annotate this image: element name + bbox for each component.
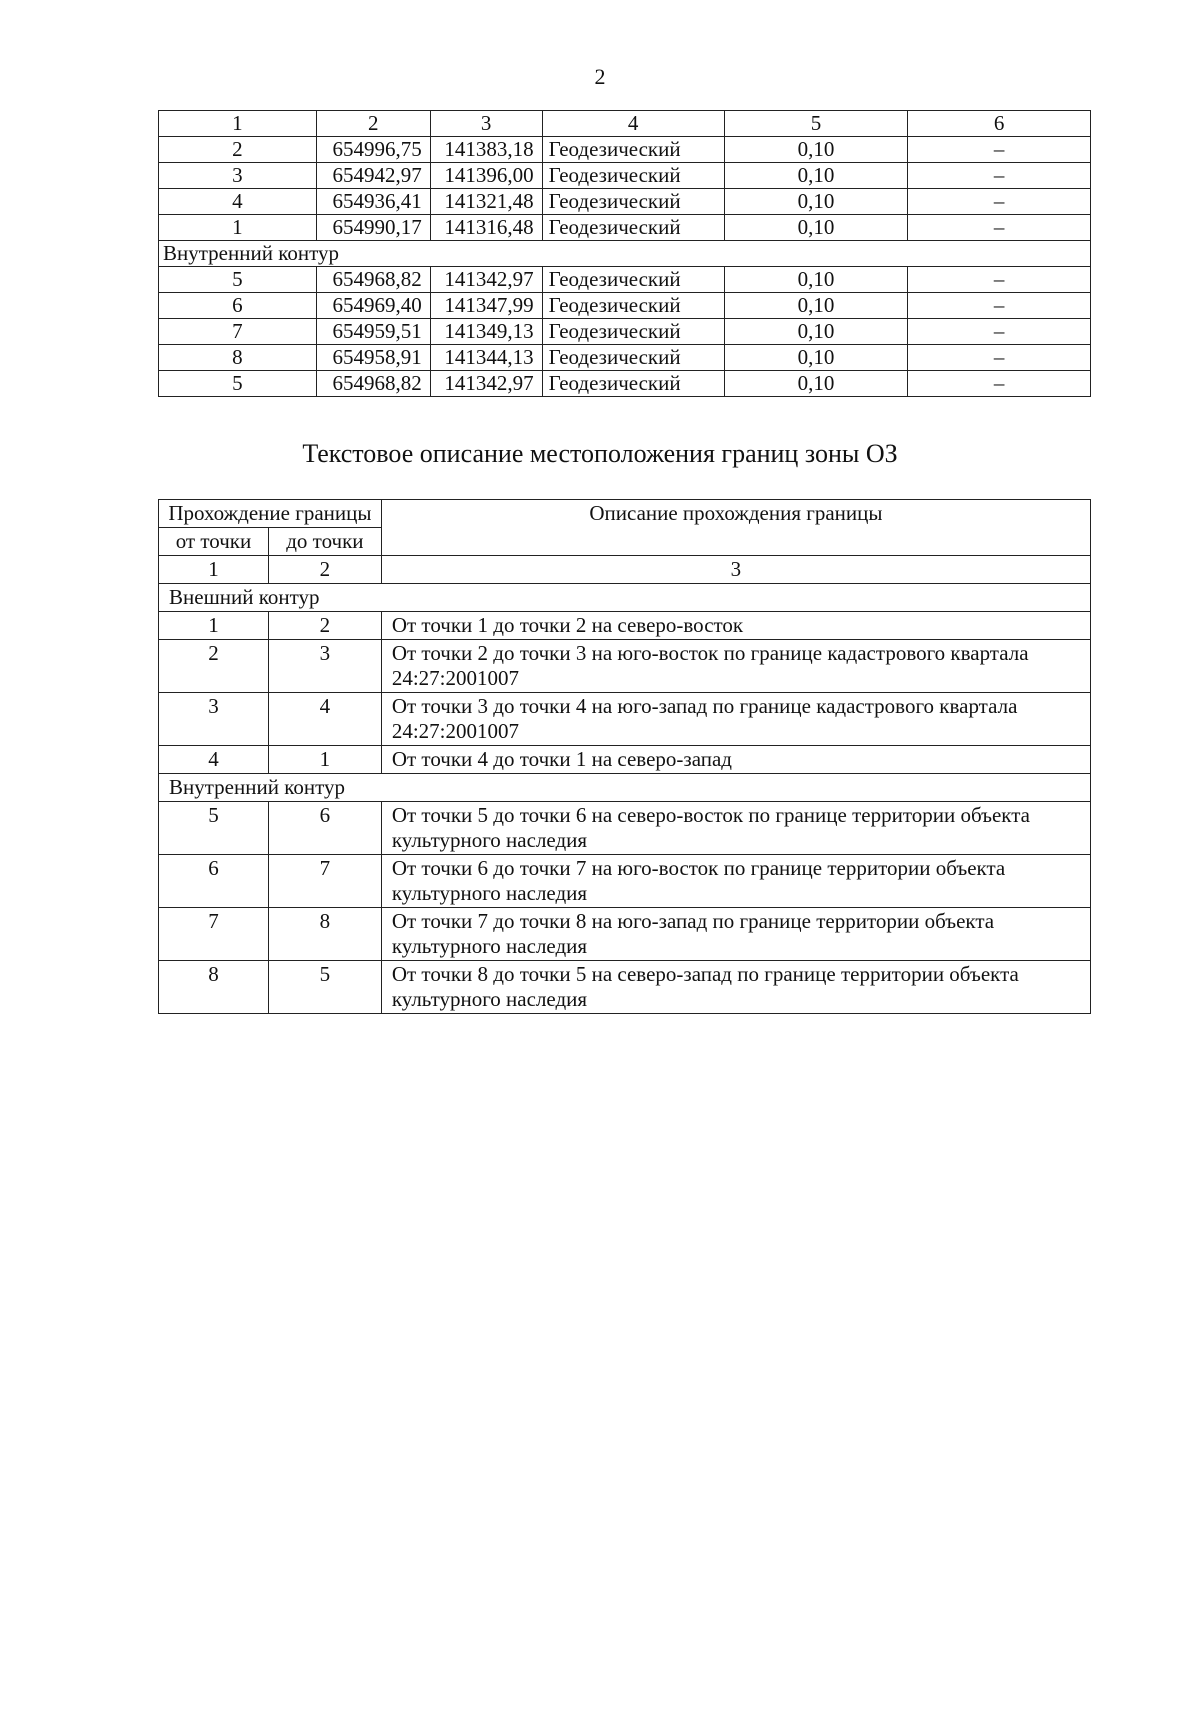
accuracy: 0,10 bbox=[724, 137, 908, 163]
coordinate-y: 141396,00 bbox=[430, 163, 542, 189]
from-point: 2 bbox=[159, 640, 269, 693]
header-from: от точки bbox=[159, 528, 269, 556]
header-description: Описание прохождения границы bbox=[381, 500, 1090, 556]
contour-label: Внешний контур bbox=[159, 584, 1091, 612]
description: – bbox=[908, 163, 1091, 189]
point-number: 5 bbox=[159, 267, 317, 293]
coordinate-x: 654942,97 bbox=[316, 163, 430, 189]
coordinate-x: 654969,40 bbox=[316, 293, 430, 319]
from-point: 8 bbox=[159, 961, 269, 1014]
segment-description: От точки 8 до точки 5 на северо-запад по границе территории объекта культурного наследия bbox=[381, 961, 1090, 1014]
point-number: 6 bbox=[159, 293, 317, 319]
point-number: 5 bbox=[159, 371, 317, 397]
coordinate-x: 654990,17 bbox=[316, 215, 430, 241]
column-number: 2 bbox=[316, 111, 430, 137]
segment-row bbox=[159, 855, 1091, 908]
column-number: 5 bbox=[724, 111, 908, 137]
coordinate-x: 654959,51 bbox=[316, 319, 430, 345]
coordinate-y: 141321,48 bbox=[430, 189, 542, 215]
description: – bbox=[908, 345, 1091, 371]
method: Геодезический bbox=[542, 293, 724, 319]
segment-description: От точки 2 до точки 3 на юго-восток по границе кадастрового квартала 24:27:2001007 bbox=[381, 640, 1090, 693]
coordinate-x: 654996,75 bbox=[316, 137, 430, 163]
header-passage: Прохождение границы bbox=[159, 500, 382, 528]
contour-label: Внутренний контур bbox=[159, 774, 1091, 802]
segment-description: От точки 7 до точки 8 на юго-запад по границе территории объекта культурного наследия bbox=[381, 908, 1090, 961]
method: Геодезический bbox=[542, 267, 724, 293]
point-row bbox=[159, 137, 1091, 163]
method: Геодезический bbox=[542, 163, 724, 189]
point-row bbox=[159, 267, 1091, 293]
coordinate-y: 141316,48 bbox=[430, 215, 542, 241]
segment-description: От точки 4 до точки 1 на северо-запад bbox=[381, 746, 1090, 774]
point-row bbox=[159, 215, 1091, 241]
coordinate-y: 141344,13 bbox=[430, 345, 542, 371]
column-number: 4 bbox=[542, 111, 724, 137]
segment-row bbox=[159, 612, 1091, 640]
accuracy: 0,10 bbox=[724, 345, 908, 371]
segment-description: От точки 3 до точки 4 на юго-запад по границе кадастрового квартала 24:27:2001007 bbox=[381, 693, 1090, 746]
accuracy: 0,10 bbox=[724, 189, 908, 215]
coordinate-y: 141342,97 bbox=[430, 267, 542, 293]
page-number: 2 bbox=[594, 64, 606, 89]
point-number: 7 bbox=[159, 319, 317, 345]
description: – bbox=[908, 293, 1091, 319]
column-number: 2 bbox=[268, 556, 381, 584]
segment-description: От точки 5 до точки 6 на северо-восток по границе территории объекта культурного наследия bbox=[381, 802, 1090, 855]
boundary-description-table bbox=[158, 499, 1091, 1014]
from-point: 7 bbox=[159, 908, 269, 961]
coords-header-row bbox=[159, 111, 1091, 137]
segment-row bbox=[159, 640, 1091, 693]
column-number: 1 bbox=[159, 111, 317, 137]
from-point: 3 bbox=[159, 693, 269, 746]
point-row bbox=[159, 163, 1091, 189]
accuracy: 0,10 bbox=[724, 371, 908, 397]
accuracy: 0,10 bbox=[724, 293, 908, 319]
coordinate-y: 141347,99 bbox=[430, 293, 542, 319]
segment-row bbox=[159, 746, 1091, 774]
column-number: 3 bbox=[430, 111, 542, 137]
segment-row bbox=[159, 693, 1091, 746]
from-point: 6 bbox=[159, 855, 269, 908]
route-column-numbers-row bbox=[159, 556, 1091, 584]
to-point: 3 bbox=[268, 640, 381, 693]
point-number: 1 bbox=[159, 215, 317, 241]
header-to: до точки bbox=[268, 528, 381, 556]
accuracy: 0,10 bbox=[724, 267, 908, 293]
contour-label: Внутренний контур bbox=[159, 241, 1091, 267]
coordinate-x: 654958,91 bbox=[316, 345, 430, 371]
column-number: 1 bbox=[159, 556, 269, 584]
to-point: 2 bbox=[268, 612, 381, 640]
segment-row bbox=[159, 961, 1091, 1014]
method: Геодезический bbox=[542, 345, 724, 371]
method: Геодезический bbox=[542, 189, 724, 215]
column-number: 6 bbox=[908, 111, 1091, 137]
point-row bbox=[159, 345, 1091, 371]
to-point: 6 bbox=[268, 802, 381, 855]
method: Геодезический bbox=[542, 319, 724, 345]
point-row bbox=[159, 371, 1091, 397]
method: Геодезический bbox=[542, 371, 724, 397]
method: Геодезический bbox=[542, 215, 724, 241]
contour-row bbox=[159, 774, 1091, 802]
coordinate-x: 654936,41 bbox=[316, 189, 430, 215]
point-row bbox=[159, 293, 1091, 319]
to-point: 5 bbox=[268, 961, 381, 1014]
column-number: 3 bbox=[381, 556, 1090, 584]
method: Геодезический bbox=[542, 137, 724, 163]
contour-row bbox=[159, 241, 1091, 267]
point-number: 3 bbox=[159, 163, 317, 189]
point-number: 4 bbox=[159, 189, 317, 215]
coordinate-x: 654968,82 bbox=[316, 267, 430, 293]
point-number: 8 bbox=[159, 345, 317, 371]
coordinate-x: 654968,82 bbox=[316, 371, 430, 397]
to-point: 7 bbox=[268, 855, 381, 908]
contour-row bbox=[159, 584, 1091, 612]
to-point: 4 bbox=[268, 693, 381, 746]
section-title: Текстовое описание местоположения границ зоны ОЗ bbox=[302, 439, 898, 468]
segment-description: От точки 6 до точки 7 на юго-восток по границе территории объекта культурного наследия bbox=[381, 855, 1090, 908]
description: – bbox=[908, 267, 1091, 293]
coordinates-table bbox=[158, 110, 1091, 397]
segment-row bbox=[159, 802, 1091, 855]
from-point: 4 bbox=[159, 746, 269, 774]
accuracy: 0,10 bbox=[724, 319, 908, 345]
description: – bbox=[908, 189, 1091, 215]
from-point: 5 bbox=[159, 802, 269, 855]
route-header-row bbox=[159, 500, 1091, 528]
point-row bbox=[159, 319, 1091, 345]
point-row bbox=[159, 189, 1091, 215]
coordinate-y: 141383,18 bbox=[430, 137, 542, 163]
point-number: 2 bbox=[159, 137, 317, 163]
segment-description: От точки 1 до точки 2 на северо-восток bbox=[381, 612, 1090, 640]
description: – bbox=[908, 137, 1091, 163]
accuracy: 0,10 bbox=[724, 215, 908, 241]
to-point: 1 bbox=[268, 746, 381, 774]
description: – bbox=[908, 215, 1091, 241]
coordinate-y: 141342,97 bbox=[430, 371, 542, 397]
coordinate-y: 141349,13 bbox=[430, 319, 542, 345]
from-point: 1 bbox=[159, 612, 269, 640]
to-point: 8 bbox=[268, 908, 381, 961]
segment-row bbox=[159, 908, 1091, 961]
description: – bbox=[908, 319, 1091, 345]
accuracy: 0,10 bbox=[724, 163, 908, 189]
description: – bbox=[908, 371, 1091, 397]
